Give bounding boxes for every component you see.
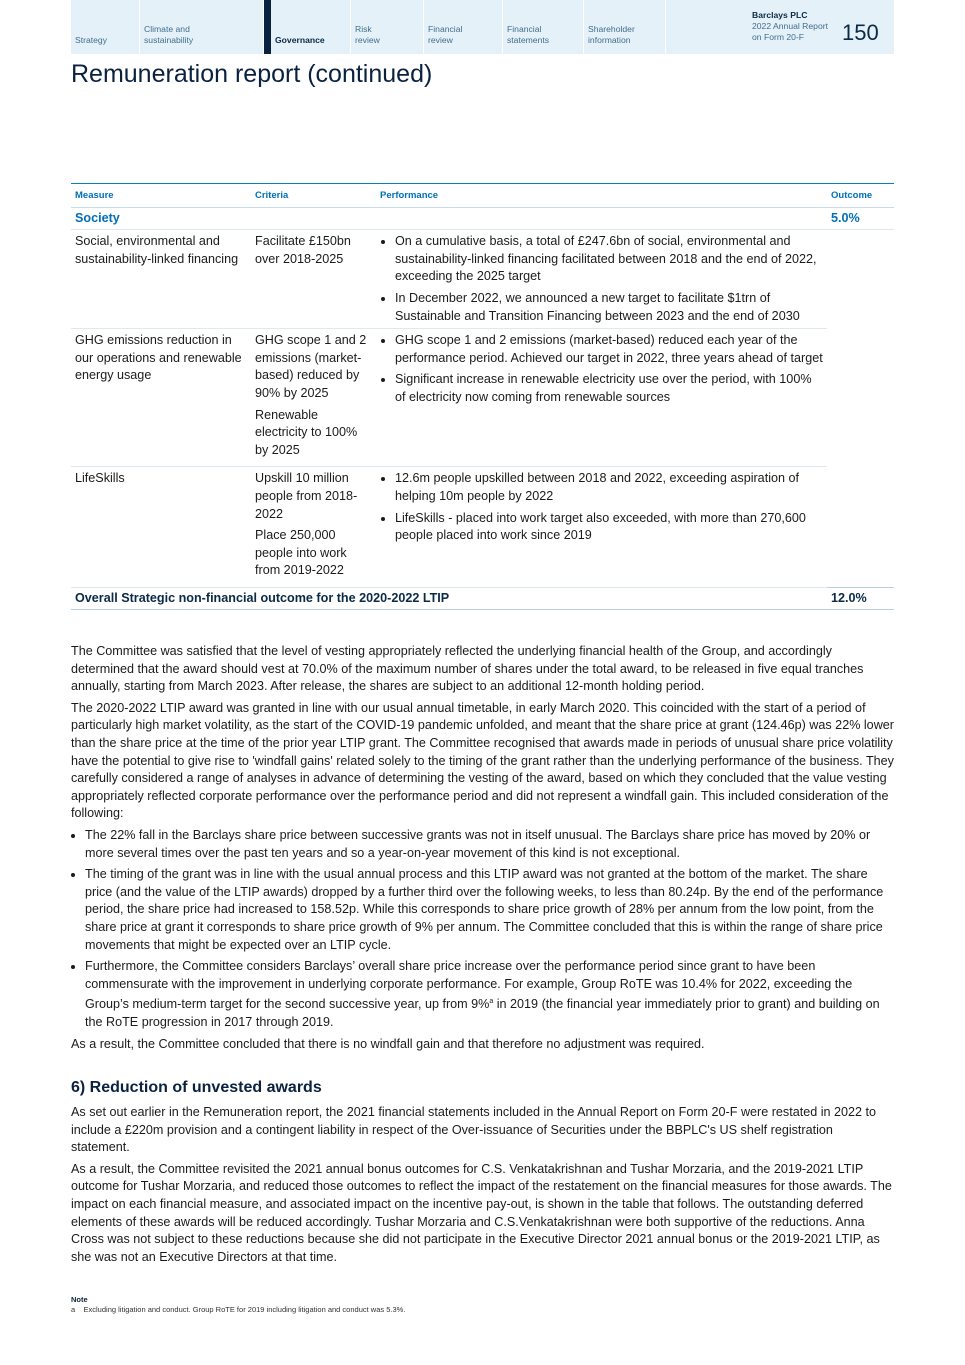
section-outcome: 5.0%	[827, 207, 894, 230]
note-marker: a	[71, 1305, 76, 1314]
list-item-text: in 2019 (the financial year immediately prior to grant) and building on the RoTE progression in 2017 through 2019.	[85, 997, 880, 1030]
performance-bullet: • In December 2022, we announced a new target to facilitate $1trn of Sustainable and Transition Financing between 2023 and the end of 2030	[395, 290, 823, 325]
performance-bullet: • LifeSkills - placed into work target also exceeded, with more than 270,600 people placed into work since 2019	[395, 510, 823, 545]
criteria-item: Facilitate £150bn over 2018-2025	[255, 234, 351, 266]
footnote-marker: a	[489, 998, 494, 1006]
criteria-cell	[251, 467, 376, 588]
column-header-measure: Measure	[71, 184, 251, 208]
note-text: Excluding litigation and conduct. Group RoTE for 2019 including litigation and conduct was 5.3%.	[83, 1305, 406, 1314]
criteria-item: Upskill 10 million people from 2018-2022	[255, 471, 358, 521]
paragraph: As a result, the Committee concluded that there is no windfall gain and that therefore no adjustment was required.	[71, 1036, 705, 1051]
measure-cell: GHG emissions reduction in our operations and renewable energy usage	[71, 329, 251, 467]
total-row	[71, 587, 894, 610]
measure-cell: Social, environmental and sustainability-linked financing	[71, 230, 251, 329]
tab-governance[interactable]	[264, 0, 351, 54]
performance-bullet: • On a cumulative basis, a total of £247.6bn of social, environmental and sustainability-linked financing facilitated between 2018 and the end of 2022, exceeding the 2025 target	[395, 233, 823, 286]
column-header-outcome: Outcome	[827, 184, 894, 208]
section-row-society	[71, 207, 894, 230]
tab-shareholder-information[interactable]	[584, 0, 666, 54]
total-outcome: 12.0%	[827, 587, 894, 610]
report-form: on Form 20-F	[752, 32, 805, 42]
column-header-performance: Performance	[376, 184, 827, 208]
paragraph: The Committee was satisfied that the level of vesting appropriately reflected the underlying financial health of the Group, and accordingly determined that the award should vest at 70.0% of the maximum number of shares under the total award, to be released in five equal tranches annually, starting from March 2023. After release, the shares are subject to an additional 12-month holding period.	[71, 644, 864, 694]
tab-risk-review[interactable]	[351, 0, 424, 54]
ltip-commentary	[71, 643, 894, 1057]
criteria-cell	[251, 329, 376, 467]
outcome-cell	[827, 467, 894, 588]
criteria-item: Renewable electricity to 100% by 2025	[255, 407, 358, 457]
tab-label: Risk review	[355, 24, 380, 45]
tab-label: Strategy	[75, 35, 108, 45]
society-metrics-table	[71, 183, 894, 610]
tab-climate[interactable]	[140, 0, 264, 54]
tab-label: Climate and sustainability	[144, 24, 194, 45]
tab-label: Governance	[275, 35, 325, 45]
paragraph: As set out earlier in the Remuneration report, the 2021 financial statements included in the Annual Report on Form 20-F were restated in 2022 to include a £220m provision and a contingent liability in respect of the Over-issuance of Securities under the BBPLC's US shelf registration statement.	[71, 1105, 877, 1155]
tab-label: Shareholder information	[588, 24, 635, 45]
section6-body	[71, 1104, 894, 1270]
outcome-cell	[827, 329, 894, 467]
list-item: • The timing of the grant was in line with the usual annual process and this LTIP award was not granted at the bottom of the market. The share price (and the value of the LTIP awards) dropped by a further third over the following weeks, to less than 80.24p. By the end of the performance period, the share price had increased to 158.52p. While this corresponds to share price growth of 28% per annum from the low point, from the share price at grant it corresponds to share price growth of 9% per annum. The Committee concluded that this is within the range of share price movements that might be expected over an LTIP cycle.	[85, 866, 894, 954]
measure-cell: LifeSkills	[71, 467, 251, 588]
tab-strategy[interactable]	[71, 0, 140, 54]
paragraph: As a result, the Committee revisited the 2021 annual bonus outcomes for C.S. Venkatakrishnan and Tushar Morzaria, and the 2019-2021 LTIP outcome for Tushar Morzaria, and reduced those outcomes to reflect the impact of the restatement on the financial measures for those awards. The impact on each financial measure, and associated impact on the incentive pay-out, is shown in the table that follows. The outstanding deferred elements of these awards will be reduced accordingly. Tushar Morzaria and C.S.Venkatakrishnan were both supportive of the reductions. Anna Cross was not subject to these reductions because she did not participate in the Executive Director 2021 annual bonus or the 2019-2021 LTIP, as she was not an Executive Directors at that time.	[71, 1161, 892, 1264]
performance-cell	[376, 467, 827, 588]
tab-label: Financial review	[428, 24, 463, 45]
list-item-text: Furthermore, the Committee considers Barclays’ overall share price increase over the performance period since grant to have been commensurate with the improvement in underlying corporate performance. For example, Group RoTE was 10.4% for 2022, exceeding the Group’s medium-term target for the second successive year, up from 9%	[85, 959, 853, 1012]
page-number: 150	[841, 20, 879, 45]
table-row	[71, 467, 894, 588]
column-header-criteria: Criteria	[251, 184, 376, 208]
footnote	[71, 1295, 671, 1315]
tab-financial-statements[interactable]	[503, 0, 584, 54]
brand-name: Barclays PLC	[752, 10, 808, 20]
top-navigation	[71, 0, 894, 54]
consideration-list	[71, 827, 894, 1032]
note-heading: Note	[71, 1295, 88, 1304]
performance-bullet: • Significant increase in renewable electricity use over the period, with 100% of electricity now coming from renewable sources	[395, 371, 823, 406]
table-row	[71, 329, 894, 467]
brand-block	[752, 10, 828, 43]
tab-financial-review[interactable]	[424, 0, 503, 54]
criteria-cell	[251, 230, 376, 329]
outcome-cell	[827, 230, 894, 329]
report-name: 2022 Annual Report	[752, 21, 828, 31]
table-row	[71, 230, 894, 329]
performance-cell	[376, 230, 827, 329]
paragraph: The 2020-2022 LTIP award was granted in line with our usual annual timetable, in early March 2020. This coincided with the start of a period of particularly high market volatility, as the start of the COVID-19 pandemic unfolded, and meant that the share price at grant (124.46p) was 22% lower than the share price at the time of the prior year LTIP grant. The Committee recognised that awards made in periods of unusual share price volatility have the potential to give rise to 'windfall gains' related solely to the timing of the grant rather than the underlying performance of the business. They carefully considered a range of analyses in advance of determining the vesting of the award, based on which they concluded that the value vesting appropriately reflected corporate performance over the performance period and did not represent a windfall gain. This included consideration of the following:	[71, 700, 894, 821]
performance-bullet: • GHG scope 1 and 2 emissions (market-based) reduced each year of the performance period. Achieved our target in 2022, three years ahead of target	[395, 332, 823, 367]
list-item: • The 22% fall in the Barclays share price between successive grants was not in itself unusual. The Barclays share price has moved by 20% or more several times over the past ten years and so a year-on-year movement of this kind is not exceptional.	[85, 827, 894, 862]
list-item	[85, 958, 894, 1032]
report-branding	[666, 0, 894, 54]
section-heading: 6) Reduction of unvested awards	[71, 1079, 322, 1096]
table-header-row	[71, 184, 894, 208]
page-title: Remuneration report (continued)	[71, 60, 433, 88]
total-label: Overall Strategic non-financial outcome for the 2020-2022 LTIP	[71, 587, 827, 610]
criteria-item: Place 250,000 people into work from 2019-2022	[255, 528, 347, 578]
tab-label: Financial statements	[507, 24, 550, 45]
section-label: Society	[71, 207, 827, 230]
performance-bullet: • 12.6m people upskilled between 2018 and 2022, exceeding aspiration of helping 10m people by 2022	[395, 470, 823, 505]
criteria-item: GHG scope 1 and 2 emissions (market-based) reduced by 90% by 2025	[255, 333, 367, 400]
performance-cell	[376, 329, 827, 467]
